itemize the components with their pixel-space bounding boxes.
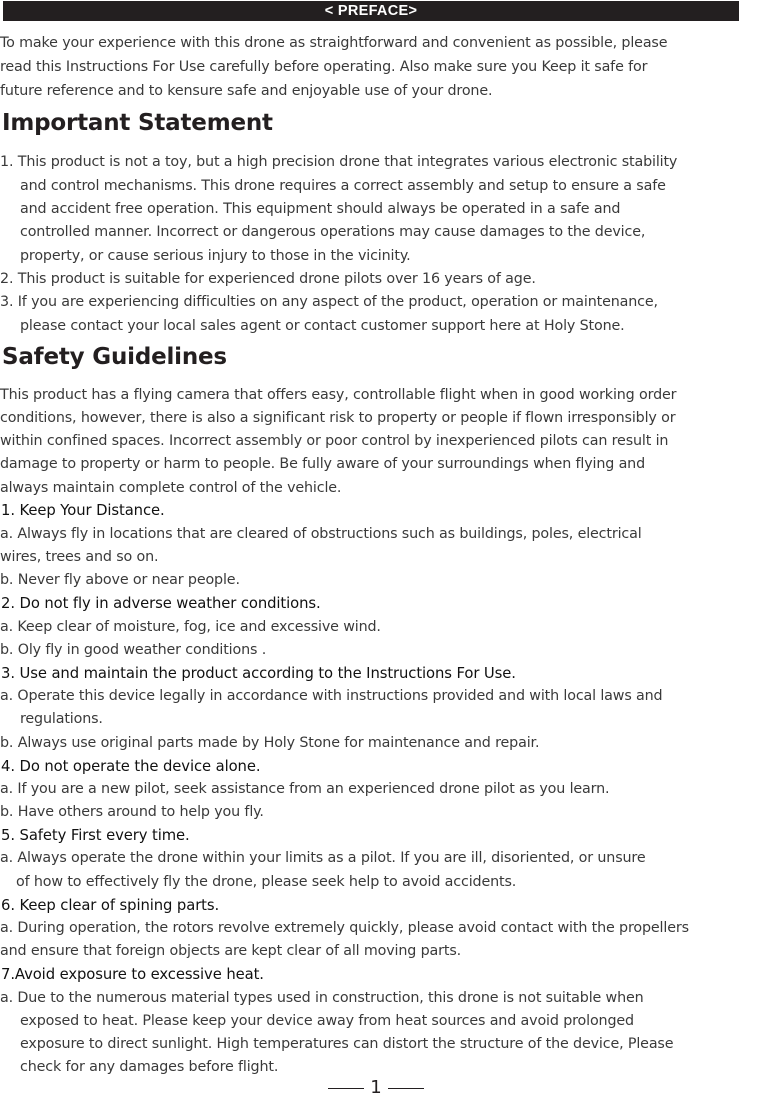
guideline-line: a. Always fly in locations that are cleared of obstructions such as buildings, poles, electrical xyxy=(0,526,642,542)
guideline-line: a. Keep clear of moisture, fog, ice and excessive wind. xyxy=(0,619,381,635)
statement-line: and control mechanisms. This drone requires a correct assembly and setup to ensure a safe xyxy=(20,178,666,194)
guideline-line: of how to effectively fly the drone, please seek help to avoid accidents. xyxy=(16,874,517,890)
intro-line: future reference and to kensure safe and enjoyable use of your drone. xyxy=(0,83,493,99)
guideline-line: b. Never fly above or near people. xyxy=(0,572,240,588)
guideline-line: a. Always operate the drone within your limits as a pilot. If you are ill, disoriented, or unsure xyxy=(0,850,646,866)
page-number: 1 xyxy=(370,1077,382,1098)
guideline-title-6: 6. Keep clear of spining parts. xyxy=(1,897,220,914)
safety-guidelines-heading: Safety Guidelines xyxy=(2,344,227,370)
guideline-title-7: 7.Avoid exposure to excessive heat. xyxy=(1,966,264,983)
guideline-line: wires, trees and so on. xyxy=(0,549,159,565)
guideline-line: b. Have others around to help you fly. xyxy=(0,804,264,820)
statement-line: and accident free operation. This equipment should always be operated in a safe and xyxy=(20,201,621,217)
safety-intro-line: always maintain complete control of the vehicle. xyxy=(0,480,342,496)
guideline-title-4: 4. Do not operate the device alone. xyxy=(1,758,261,775)
statement-line: property, or cause serious injury to those in the vicinity. xyxy=(20,248,411,264)
safety-intro-line: damage to property or harm to people. Be fully aware of your surroundings when flying and xyxy=(0,456,646,472)
intro-line: To make your experience with this drone as straightforward and convenient as possible, please xyxy=(0,35,668,51)
intro-line: read this Instructions For Use carefully before operating. Also make sure you Keep it safe for xyxy=(0,59,648,75)
guideline-title-1: 1. Keep Your Distance. xyxy=(1,502,165,519)
guideline-title-3: 3. Use and maintain the product according to the Instructions For Use. xyxy=(1,665,516,682)
preface-banner: < PREFACE> xyxy=(3,1,739,21)
guideline-line: regulations. xyxy=(20,711,103,727)
statement-line: 2. This product is suitable for experienced drone pilots over 16 years of age. xyxy=(0,271,536,287)
guideline-line: a. Due to the numerous material types used in construction, this drone is not suitable when xyxy=(0,990,644,1006)
guideline-line: exposed to heat. Please keep your device away from heat sources and avoid prolonged xyxy=(20,1013,634,1029)
guideline-line: a. If you are a new pilot, seek assistance from an experienced drone pilot as you learn. xyxy=(0,781,610,797)
guideline-line: check for any damages before flight. xyxy=(20,1059,279,1075)
page-footer xyxy=(326,1077,426,1099)
safety-intro-line: This product has a flying camera that offers easy, controllable flight when in good working order xyxy=(0,387,677,403)
guideline-line: and ensure that foreign objects are kept clear of all moving parts. xyxy=(0,943,462,959)
footer-rule-right xyxy=(388,1088,424,1089)
important-statement-heading: Important Statement xyxy=(2,110,273,136)
footer-rule-left xyxy=(328,1088,364,1089)
statement-line: 1. This product is not a toy, but a high precision drone that integrates various electronic stability xyxy=(0,154,678,170)
statement-line: please contact your local sales agent or contact customer support here at Holy Stone. xyxy=(20,318,625,334)
statement-line: 3. If you are experiencing difficulties on any aspect of the product, operation or maintenance, xyxy=(0,294,658,310)
guideline-title-5: 5. Safety First every time. xyxy=(1,827,190,844)
safety-intro-line: conditions, however, there is also a significant risk to property or people if flown irresponsibly or xyxy=(0,410,676,426)
guideline-line: b. Oly fly in good weather conditions . xyxy=(0,642,267,658)
guideline-line: exposure to direct sunlight. High temperatures can distort the structure of the device, Please xyxy=(20,1036,674,1052)
guideline-line: a. Operate this device legally in accordance with instructions provided and with local laws and xyxy=(0,688,663,704)
statement-line: controlled manner. Incorrect or dangerous operations may cause damages to the device, xyxy=(20,224,646,240)
guideline-line: a. During operation, the rotors revolve extremely quickly, please avoid contact with the propellers xyxy=(0,920,689,936)
guideline-line: b. Always use original parts made by Holy Stone for maintenance and repair. xyxy=(0,735,540,751)
safety-intro-line: within confined spaces. Incorrect assembly or poor control by inexperienced pilots can result in xyxy=(0,433,669,449)
guideline-title-2: 2. Do not fly in adverse weather conditions. xyxy=(1,595,321,612)
